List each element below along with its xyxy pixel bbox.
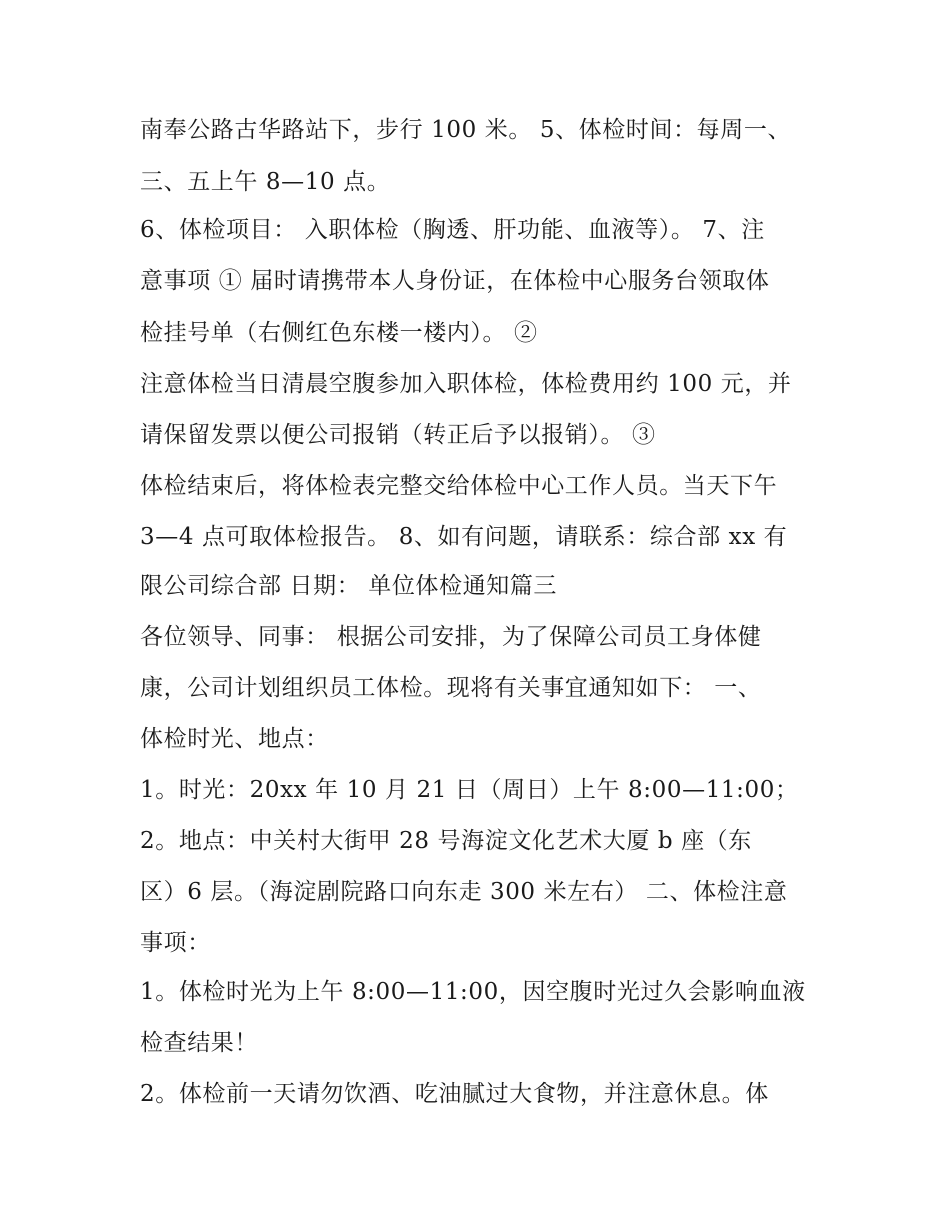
text-line: 请保留发票以便公司报销（转正后予以报销）。 ③ <box>140 422 656 448</box>
text-line: 6、体检项目： 入职体检（胸透、肝功能、血液等）。 7、注 <box>140 217 765 243</box>
text-line: 南奉公路古华路站下，步行 100 米。 5、体检时间：每周一、 <box>140 117 792 143</box>
text-line: 检查结果！ <box>140 1030 258 1056</box>
text-line: 三、五上午 8—10 点。 <box>140 169 391 195</box>
text-line: 区）6 层。（海淀剧院路口向东走 300 米左右） 二、体检注意 <box>140 879 788 905</box>
text-line: 2。地点：中关村大街甲 28 号海淀文化艺术大厦 b 座（东 <box>140 828 752 854</box>
text-line: 体检结束后，将体检表完整交给体检中心工作人员。当天下午 <box>140 473 778 499</box>
text-line: 康，公司计划组织员工体检。现将有关事宜通知如下： 一、 <box>140 675 762 701</box>
text-line: 各位领导、同事： 根据公司安排，为了保障公司员工身体健 <box>140 624 762 650</box>
text-line: 检挂号单（右侧红色东楼一楼内）。 ② <box>140 320 538 346</box>
text-line: 1。时光：20xx 年 10 月 21 日（周日）上午 8:00—11:00； <box>140 777 799 803</box>
text-line: 2。体检前一天请勿饮酒、吃油腻过大食物，并注意休息。体 <box>140 1081 769 1107</box>
text-line: 事项： <box>140 930 211 956</box>
text-line: 1。体检时光为上午 8:00—11:00，因空腹时光过久会影响血液 <box>140 979 806 1005</box>
text-line: 体检时光、地点： <box>140 726 329 752</box>
text-line: 限公司综合部 日期： 单位体检通知篇三 <box>140 573 558 599</box>
text-line: 3—4 点可取体检报告。 8、如有问题，请联系：综合部 xx 有 <box>140 524 788 550</box>
text-line: 注意体检当日清晨空腹参加入职体检，体检费用约 100 元，并 <box>140 371 792 397</box>
text-line: 意事项 ① 届时请携带本人身份证，在体检中心服务台领取体 <box>140 268 770 294</box>
